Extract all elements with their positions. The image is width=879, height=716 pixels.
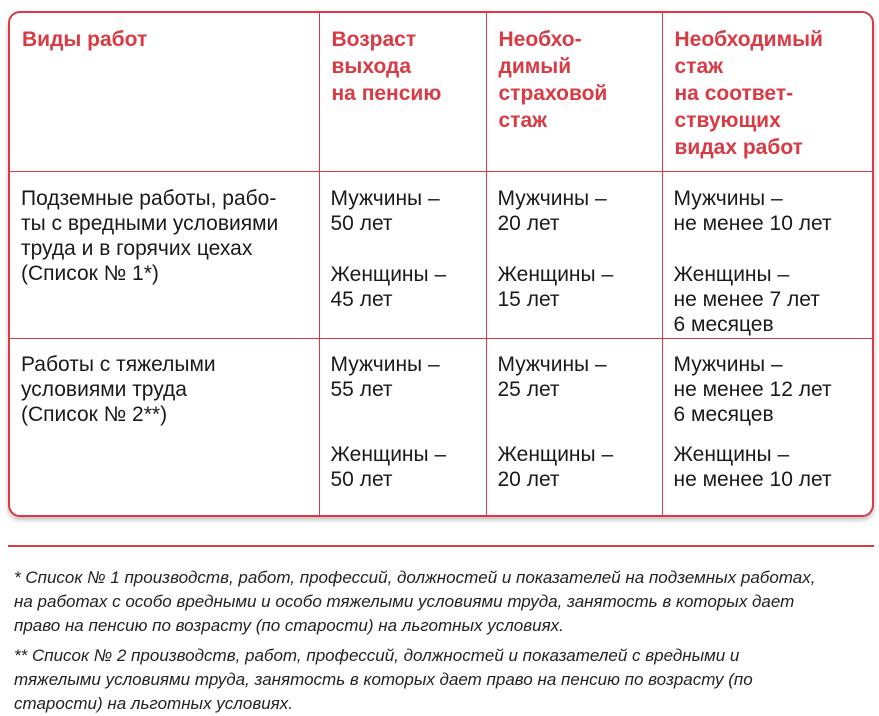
age-women: Женщины – 50 лет <box>330 442 447 491</box>
work-type-text: Работы с тяжелыми условиями труда (Список № 2**) <box>21 352 216 426</box>
retirement-age-cell <box>319 338 486 515</box>
pension-table-card <box>8 11 874 517</box>
header-retirement-age: Возраст выхода на пенсию <box>319 13 486 171</box>
work-type-text: Подземные работы, рабо- ты с вредными условиями труда и в горячих цехах (Список № 1*) <box>21 186 279 285</box>
table-row <box>10 338 872 515</box>
work-type-cell <box>10 338 319 515</box>
table-row <box>10 171 872 338</box>
footnote-divider <box>8 545 874 547</box>
age-men: Мужчины – 50 лет <box>330 186 440 235</box>
footnote-list-1: * Список № 1 производств, работ, профессий, должностей и показателей на подземных работах, на работах с особо вредными и особо тяжелыми условиями труда, занятость в которых дает право на пенсию по возрасту (по старости) на льготных условиях. <box>14 568 816 635</box>
footnote-list-2: ** Список № 2 производств, работ, профессий, должностей и показателей с вредными и тяжелыми условиями труда, занятость в которых дает право на пенсию по возрасту (по старости) на льготных условиях. <box>14 646 753 713</box>
insurance-men: Мужчины – 20 лет <box>497 186 607 235</box>
insurance-women: Женщины – 15 лет <box>497 262 614 311</box>
header-insurance-experience: Необхо- димый страховой стаж <box>486 13 662 171</box>
special-women: Женщины – не менее 10 лет <box>673 442 832 491</box>
special-men: Мужчины – не менее 12 лет 6 месяцев <box>673 352 832 426</box>
work-type-cell <box>10 171 319 338</box>
insurance-experience-cell <box>486 171 662 338</box>
special-men: Мужчины – не менее 10 лет <box>673 186 832 235</box>
insurance-men: Мужчины – 25 лет <box>497 352 607 401</box>
footnotes <box>14 566 876 716</box>
special-experience-cell <box>662 338 872 515</box>
header-special-experience: Необходимый стаж на соответ- ствующих видах работ <box>662 13 872 171</box>
table-header-row <box>10 13 872 171</box>
insurance-experience-cell <box>486 338 662 515</box>
special-women: Женщины – не менее 7 лет 6 месяцев <box>673 262 820 336</box>
pension-table <box>10 13 872 515</box>
header-work-type: Виды работ <box>10 13 319 171</box>
retirement-age-cell <box>319 171 486 338</box>
age-women: Женщины – 45 лет <box>330 262 447 311</box>
special-experience-cell <box>662 171 872 338</box>
age-men: Мужчины – 55 лет <box>330 352 440 401</box>
insurance-women: Женщины – 20 лет <box>497 442 614 491</box>
